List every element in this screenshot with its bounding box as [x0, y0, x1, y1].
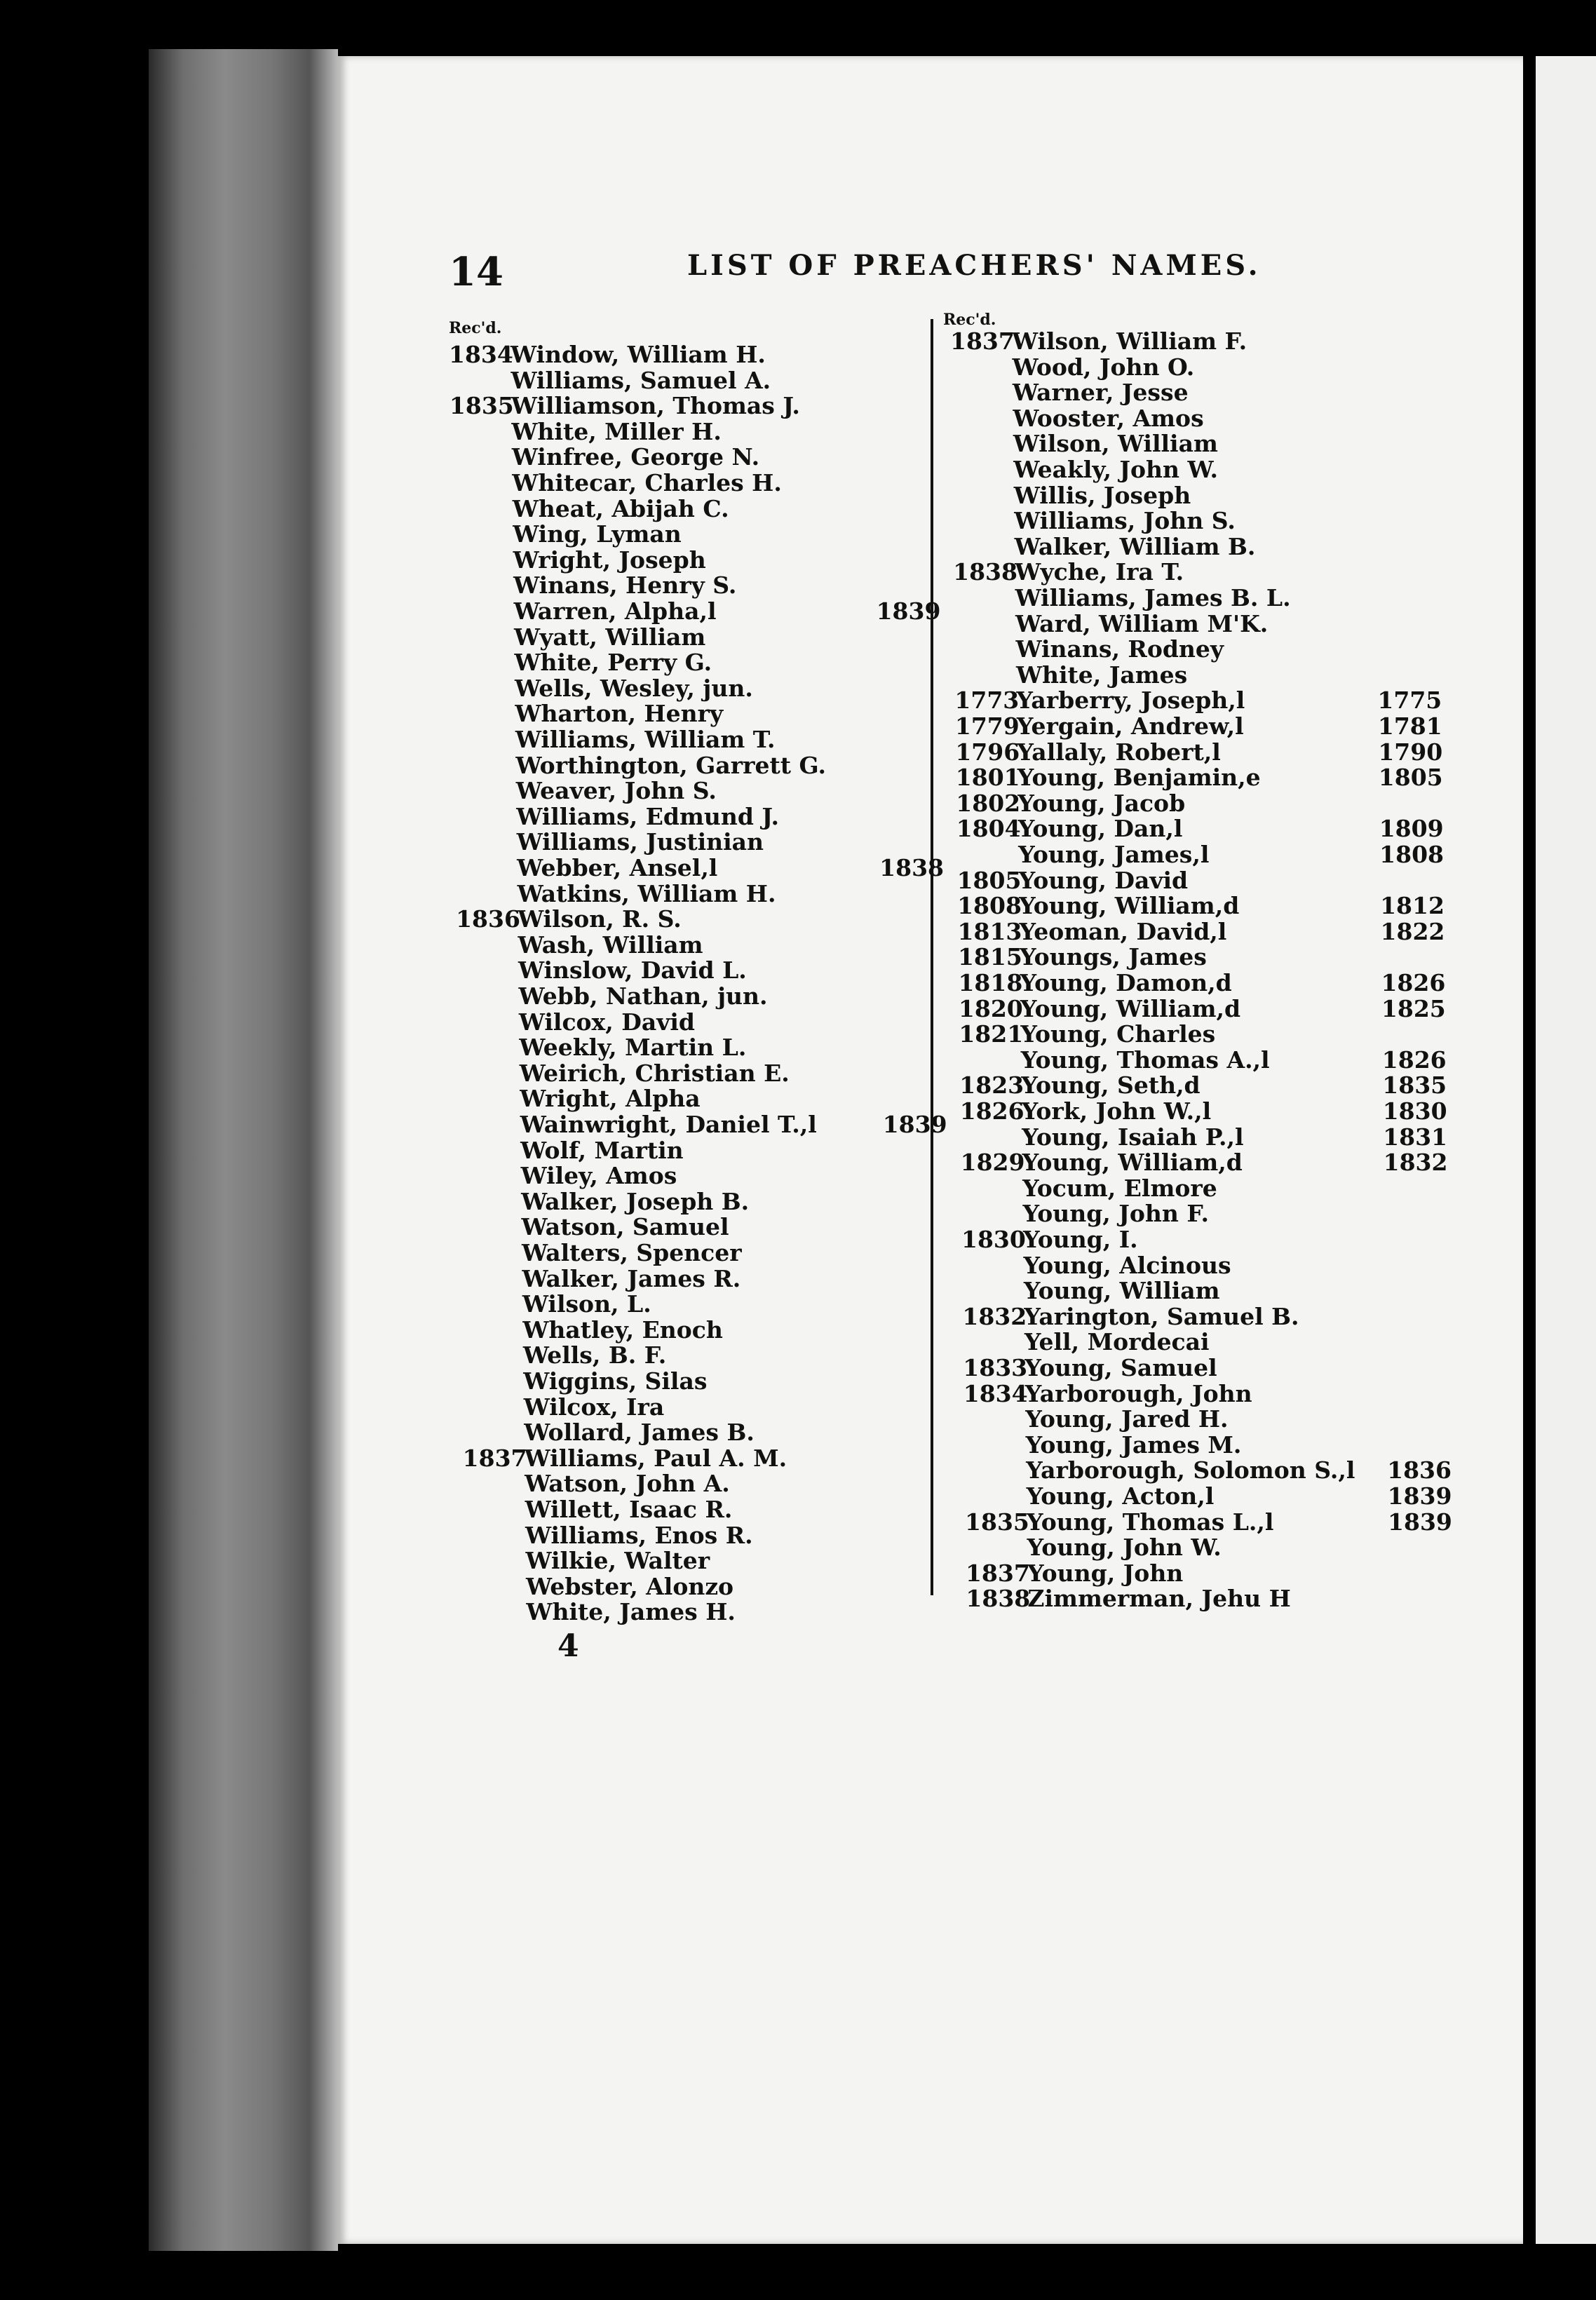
- list-item: [957, 893, 1596, 919]
- preacher-name: Weakly, John W.: [1013, 456, 1218, 483]
- list-item: [955, 739, 1596, 765]
- end-year: 1839: [1387, 1482, 1452, 1510]
- list-item: [964, 1457, 1596, 1483]
- list-item: [951, 379, 1596, 405]
- list-item: [965, 1483, 1596, 1509]
- list-item: [957, 867, 1596, 893]
- preacher-name: Young, Dan,l: [1017, 815, 1183, 843]
- preacher-name: Williams, Enos R.: [525, 1521, 753, 1549]
- list-item: [950, 354, 1596, 380]
- preacher-name: Wiggins, Silas: [523, 1367, 708, 1395]
- preacher-name: Wilson, L.: [522, 1290, 651, 1318]
- list-item: [963, 1381, 1596, 1407]
- end-year: 1830: [1382, 1097, 1447, 1125]
- list-item: [966, 1560, 1596, 1586]
- preacher-name: Wyatt, William: [514, 623, 706, 651]
- end-year: 1839: [882, 1111, 947, 1138]
- preacher-name: Wells, Wesley, jun.: [514, 674, 753, 702]
- preacher-name: Youngs, James: [1019, 943, 1207, 971]
- preacher-name: Walker, James R.: [522, 1264, 741, 1292]
- list-item: [961, 1149, 1596, 1175]
- preacher-name: Yarborough, John: [1024, 1379, 1252, 1407]
- preacher-name: White, James: [1015, 661, 1188, 689]
- preacher-name: Window, William H.: [510, 341, 766, 368]
- end-year: 1775: [1377, 686, 1442, 715]
- end-year: 1826: [1381, 969, 1446, 996]
- preacher-name: Whitecar, Charles H.: [512, 469, 782, 496]
- received-year: 1833: [963, 1354, 1028, 1381]
- list-item: [963, 1355, 1596, 1381]
- received-year: 1823: [959, 1071, 1024, 1100]
- received-year: 1801: [955, 764, 1020, 792]
- preacher-name: Yallaly, Robert,l: [1017, 738, 1221, 766]
- preacher-name: Young, Seth,d: [1021, 1071, 1201, 1100]
- list-item: [956, 790, 1596, 816]
- received-year: 1796: [955, 738, 1020, 766]
- list-item: [962, 1304, 1596, 1330]
- preacher-name: Wilcox, Ira: [523, 1393, 665, 1421]
- preacher-name: Warner, Jesse: [1012, 379, 1189, 407]
- end-year: 1839: [1388, 1508, 1452, 1536]
- list-item: [966, 1585, 1596, 1611]
- end-year: 1809: [1379, 815, 1444, 843]
- list-item: [954, 636, 1596, 662]
- preacher-name: Williams, Edmund J.: [516, 802, 779, 830]
- preacher-name: Young, Benjamin,e: [1017, 764, 1261, 792]
- preacher-name: Winfree, George N.: [511, 443, 760, 471]
- received-year: 1802: [956, 789, 1021, 817]
- received-year: 1829: [960, 1149, 1025, 1177]
- end-year: 1825: [1381, 994, 1446, 1022]
- preacher-name: Weekly, Martin L.: [519, 1034, 747, 1062]
- preacher-name: Wilcox, David: [518, 1008, 695, 1036]
- preacher-name: Watson, John A.: [525, 1470, 730, 1498]
- list-item: [963, 1406, 1596, 1432]
- list-item: [964, 1432, 1596, 1458]
- list-item: [951, 405, 1596, 431]
- preacher-name: Watson, Samuel: [521, 1213, 729, 1241]
- preacher-name: Wood, John O.: [1012, 353, 1195, 381]
- received-year: 1838: [966, 1585, 1031, 1613]
- preacher-name: York, John W.,l: [1021, 1097, 1212, 1125]
- preacher-name: Ward, William M'K.: [1015, 609, 1269, 637]
- received-year: 1830: [961, 1226, 1026, 1253]
- list-item: [961, 1252, 1596, 1278]
- list-item: [958, 970, 1596, 996]
- received-year: 1804: [956, 815, 1021, 843]
- preacher-name: Young, William,d: [1019, 892, 1240, 920]
- end-year: 1781: [1377, 712, 1442, 740]
- list-item: [959, 1047, 1596, 1073]
- preacher-name: Young, Isaiah P.,l: [1022, 1123, 1244, 1151]
- list-item: [959, 996, 1596, 1022]
- received-year: 1826: [959, 1097, 1024, 1125]
- preacher-name: Young, William,d: [1022, 1149, 1243, 1177]
- preacher-name: Wilson, R. S.: [518, 905, 682, 933]
- list-item: [956, 764, 1596, 790]
- preacher-name: Young, John W.: [1027, 1534, 1222, 1562]
- column-2-heading: Rec'd.: [943, 311, 996, 329]
- preacher-name: Young, Alcinous: [1023, 1251, 1231, 1279]
- preacher-name: Williams, John S.: [1014, 507, 1236, 535]
- received-year: 1832: [962, 1302, 1027, 1330]
- list-item: [950, 328, 1596, 354]
- preacher-name: Young, John F.: [1022, 1200, 1209, 1228]
- received-year: 1834: [963, 1379, 1028, 1407]
- received-year: 1818: [958, 969, 1023, 996]
- preacher-name: Winans, Henry S.: [513, 571, 737, 600]
- preacher-name: Yarborough, Solomon S.,l: [1026, 1456, 1355, 1484]
- received-year: 1835: [965, 1508, 1029, 1536]
- preacher-name: Wright, Alpha: [520, 1085, 701, 1113]
- list-item: [952, 456, 1596, 482]
- list-item: [954, 687, 1596, 713]
- preacher-name: Young, David: [1018, 866, 1189, 894]
- list-item: [956, 841, 1596, 867]
- preacher-name: Young, I.: [1023, 1226, 1138, 1253]
- received-year: 1773: [954, 686, 1020, 715]
- page-number: 14: [449, 249, 503, 295]
- preacher-name: Williams, William T.: [515, 726, 776, 753]
- received-year: 1805: [956, 866, 1022, 894]
- preacher-name: Winans, Rodney: [1015, 635, 1224, 663]
- preacher-name: Wharton, Henry: [515, 700, 724, 728]
- list-item: [961, 1175, 1596, 1201]
- end-year: 1790: [1378, 738, 1443, 766]
- preacher-name: Young, James,l: [1018, 841, 1210, 868]
- preacher-name: Yocum, Elmore: [1022, 1174, 1217, 1202]
- list-item: [958, 919, 1596, 945]
- end-year: 1831: [1383, 1123, 1448, 1151]
- column-1-heading: Rec'd.: [449, 319, 502, 337]
- preacher-name: Wilkie, Walter: [525, 1547, 710, 1575]
- end-year: 1839: [876, 597, 941, 625]
- preacher-name: Weaver, John S.: [515, 777, 717, 805]
- end-year: 1838: [879, 854, 944, 881]
- book-spine-edge: [149, 49, 338, 2251]
- running-title: LIST OF PREACHERS' NAMES.: [687, 249, 1262, 282]
- preacher-name: Wilson, William: [1013, 430, 1218, 458]
- list-item: [956, 816, 1596, 841]
- list-item: [952, 431, 1596, 456]
- preacher-name: Young, John: [1027, 1559, 1184, 1587]
- end-year: 1826: [1381, 1046, 1447, 1074]
- received-year: 1837: [462, 1444, 527, 1472]
- end-year: 1808: [1379, 841, 1444, 868]
- preacher-name: Yarington, Samuel B.: [1024, 1302, 1299, 1330]
- preacher-name: Yell, Mordecai: [1024, 1328, 1210, 1356]
- received-year: 1836: [456, 905, 520, 933]
- preacher-name: Wright, Joseph: [513, 546, 706, 574]
- end-year: 1832: [1383, 1149, 1448, 1177]
- received-year: 1835: [449, 392, 514, 420]
- preacher-name: Williams, Justinian: [516, 828, 764, 856]
- list-item: [953, 559, 1596, 585]
- preacher-name: Wilson, William F.: [1012, 327, 1247, 355]
- preacher-name: Wiley, Amos: [520, 1162, 677, 1190]
- preacher-name: Young, Thomas L.,l: [1027, 1508, 1274, 1536]
- end-year: 1822: [1380, 917, 1445, 945]
- list-item: [958, 944, 1596, 970]
- received-year: 1820: [958, 994, 1023, 1022]
- preacher-name: Webber, Ansel,l: [517, 854, 718, 881]
- preacher-name: Wainwright, Daniel T.,l: [520, 1111, 817, 1138]
- preacher-name: Yeoman, David,l: [1019, 917, 1227, 945]
- preacher-name: Willis, Joseph: [1013, 481, 1191, 509]
- preacher-name: Walker, Joseph B.: [521, 1187, 750, 1215]
- preacher-name: Young, Jared H.: [1025, 1405, 1229, 1433]
- preacher-name: Worthington, Garrett G.: [515, 751, 826, 779]
- preacher-name: Zimmerman, Jehu H: [1027, 1585, 1291, 1613]
- preacher-name: Wheat, Abijah C.: [512, 494, 729, 522]
- end-year: 1812: [1380, 892, 1445, 920]
- preacher-name: Young, Jacob: [1017, 789, 1186, 817]
- preacher-name: Wolf, Martin: [520, 1136, 684, 1164]
- received-year: 1837: [950, 327, 1015, 355]
- preacher-name: Williams, Samuel A.: [510, 366, 771, 394]
- list-item: [962, 1278, 1596, 1304]
- preacher-name: Walker, William B.: [1014, 532, 1256, 560]
- list-item: [963, 1329, 1596, 1355]
- list-item: [952, 482, 1596, 508]
- preacher-name: Webster, Alonzo: [525, 1572, 734, 1600]
- end-year: 1805: [1378, 764, 1443, 792]
- list-item: [954, 585, 1596, 611]
- preacher-name: Weirich, Christian E.: [519, 1059, 790, 1087]
- preacher-name: Wells, B. F.: [522, 1341, 667, 1369]
- preacher-name: Young, William,d: [1020, 994, 1241, 1022]
- list-item: [960, 1098, 1596, 1124]
- received-year: 1838: [953, 558, 1017, 586]
- preacher-name: White, James H.: [526, 1598, 736, 1626]
- preacher-name: Williams, Paul A. M.: [524, 1444, 787, 1472]
- preacher-name: Young, Charles: [1020, 1020, 1216, 1048]
- end-year: 1835: [1382, 1071, 1447, 1100]
- end-year: 1836: [1387, 1456, 1452, 1484]
- preacher-name: Wyche, Ira T.: [1015, 558, 1184, 586]
- list-item: [966, 1534, 1596, 1560]
- list-item: [961, 1200, 1596, 1226]
- preacher-name: Yarberry, Joseph,l: [1016, 686, 1245, 715]
- preacher-name: Webb, Nathan, jun.: [518, 982, 768, 1010]
- preacher-name: Young, Samuel: [1024, 1354, 1217, 1381]
- preacher-name: Watkins, William H.: [517, 879, 776, 907]
- received-year: 1821: [959, 1020, 1024, 1048]
- preacher-name: Wollard, James B.: [524, 1419, 755, 1447]
- received-year: 1815: [957, 943, 1022, 971]
- preacher-name: White, Miller H.: [511, 417, 722, 445]
- preacher-name: Williams, James B. L.: [1015, 584, 1291, 611]
- received-year: 1808: [957, 892, 1022, 920]
- signature-mark: 4: [557, 1628, 579, 1664]
- list-item: [959, 1021, 1596, 1047]
- preacher-name: Young, William: [1023, 1277, 1220, 1305]
- received-year: 1779: [954, 712, 1020, 740]
- preacher-name: Young, James M.: [1025, 1430, 1242, 1459]
- preacher-name: Walters, Spencer: [522, 1239, 742, 1266]
- preacher-name: Willett, Isaac R.: [525, 1496, 733, 1523]
- received-year: 1834: [449, 341, 513, 368]
- list-item: [953, 534, 1596, 560]
- preacher-name: Whatley, Enoch: [522, 1315, 723, 1344]
- preacher-name: Wash, William: [518, 931, 703, 959]
- list-item: [954, 662, 1596, 688]
- list-item: [959, 1072, 1596, 1098]
- list-item: [955, 713, 1596, 739]
- received-year: 1813: [957, 917, 1022, 945]
- list-item: [954, 611, 1596, 637]
- preacher-name: Young, Damon,d: [1020, 969, 1232, 996]
- preacher-name: Winslow, David L.: [518, 956, 747, 985]
- preacher-name: White, Perry G.: [514, 649, 712, 677]
- received-year: 1837: [965, 1559, 1030, 1587]
- preacher-name: Young, Acton,l: [1026, 1482, 1215, 1510]
- list-item: [961, 1226, 1596, 1252]
- list-item: [952, 508, 1596, 534]
- list-item: [960, 1124, 1596, 1150]
- list-item: [965, 1509, 1596, 1535]
- preacher-name: Williamson, Thomas J.: [510, 392, 800, 420]
- preacher-name: Wing, Lyman: [513, 520, 682, 548]
- preacher-name: Warren, Alpha,l: [513, 597, 717, 625]
- preacher-name: Young, Thomas A.,l: [1020, 1046, 1270, 1074]
- preacher-name: Yergain, Andrew,l: [1016, 712, 1244, 740]
- preacher-name: Wooster, Amos: [1013, 404, 1204, 432]
